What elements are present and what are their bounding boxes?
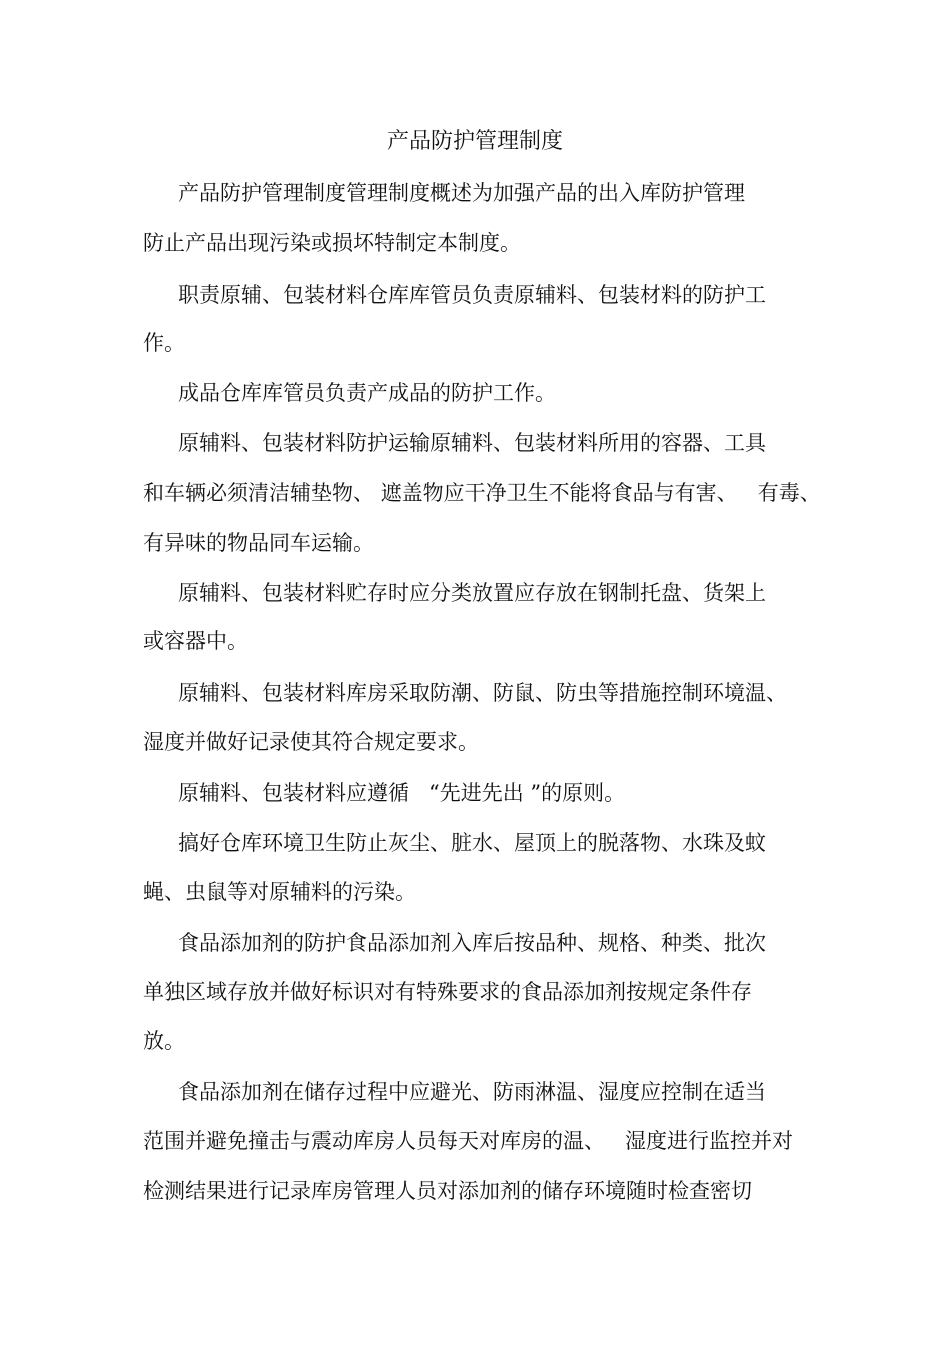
paragraph-line: 放。 (143, 1029, 185, 1053)
paragraph-line: 食品添加剂的防护食品添加剂入库后按品种、规格、种类、批次 (178, 931, 766, 955)
paragraph-line: 职责原辅、包装材料仓库库管员负责原辅料、包装材料的防护工 (178, 283, 766, 307)
paragraph-line: 防止产品出现污染或损坏特制定本制度。 (143, 231, 521, 255)
paragraph-line: 搞好仓库环境卫生防止灰尘、脏水、屋顶上的脱落物、水珠及蚊 (178, 831, 766, 855)
paragraph-line: 湿度并做好记录使其符合规定要求。 (143, 730, 479, 754)
paragraph-line: 或容器中。 (143, 629, 248, 653)
paragraph-line: 作。 (143, 331, 185, 355)
paragraph-line: 产品防护管理制度管理制度概述为加强产品的出入库防护管理 (178, 181, 745, 205)
paragraph-line: 原辅料、包装材料贮存时应分类放置应存放在钢制托盘、货架上 (178, 581, 766, 605)
document-title: 产品防护管理制度 (386, 129, 563, 154)
paragraph-line: 原辅料、包装材料应遵循 “先进先出 ”的原则。 (178, 781, 626, 805)
paragraph-line: 有异味的物品同车运输。 (143, 531, 374, 555)
paragraph-line: 检测结果进行记录库房管理人员对添加剂的储存环境随时检查密切 (143, 1179, 752, 1203)
paragraph-line: 原辅料、包装材料防护运输原辅料、包装材料所用的容器、工具 (178, 431, 766, 455)
paragraph-line: 和车辆必须清洁辅垫物、 遮盖物应干净卫生不能将食品与有害、 有毒、 (143, 481, 821, 505)
paragraph-line: 成品仓库库管员负责产成品的防护工作。 (178, 381, 556, 405)
paragraph-line: 食品添加剂在储存过程中应避光、防雨淋温、湿度应控制在适当 (178, 1080, 766, 1104)
paragraph-line: 范围并避免撞击与震动库房人员每天对库房的温、 湿度进行监控并对 (143, 1129, 794, 1153)
paragraph-line: 单独区域存放并做好标识对有特殊要求的食品添加剂按规定条件存 (143, 980, 752, 1004)
paragraph-line: 蝇、虫鼠等对原辅料的污染。 (143, 880, 416, 904)
paragraph-line: 原辅料、包装材料库房采取防潮、防鼠、防虫等措施控制环境温、 (178, 681, 787, 705)
